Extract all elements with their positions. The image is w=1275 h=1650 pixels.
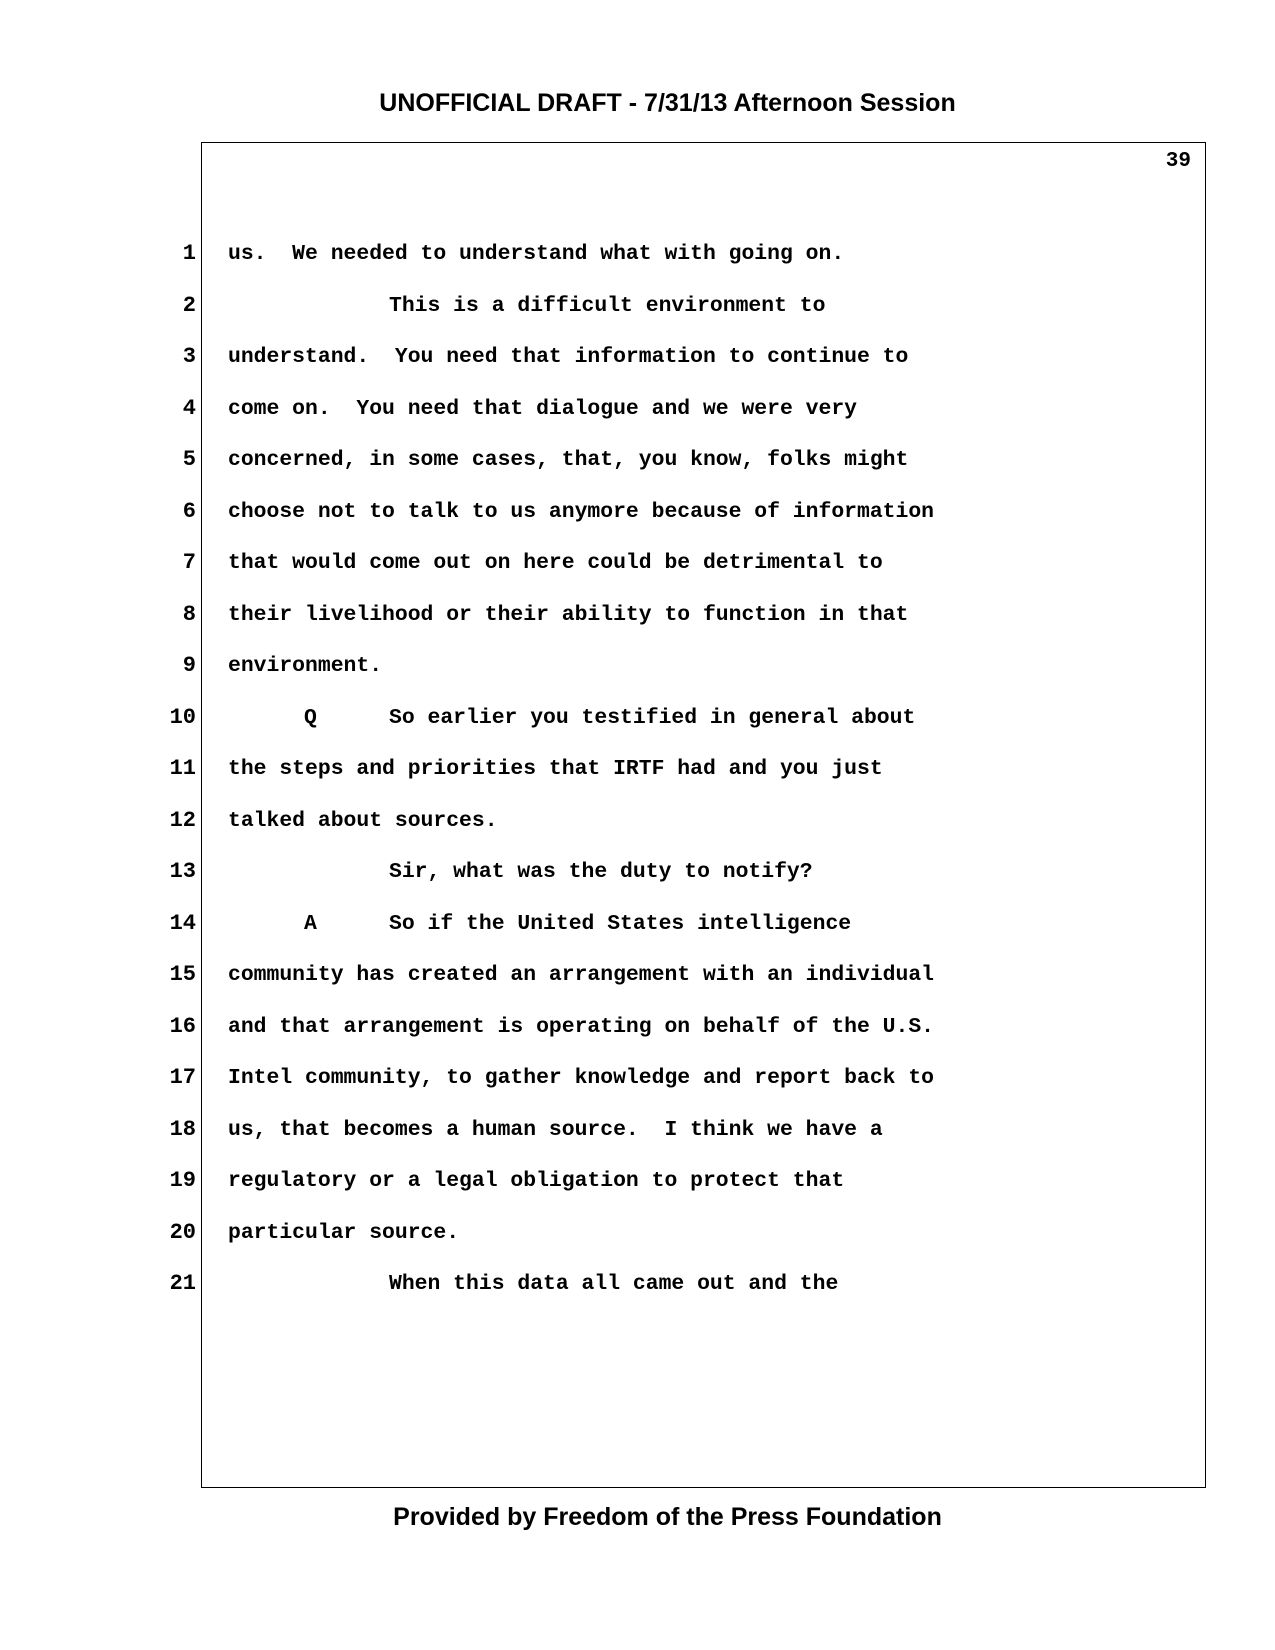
transcript-line-text: us, that becomes a human source. I think we have a <box>228 1118 883 1142</box>
line-number: 11 <box>169 756 196 781</box>
line-number: 6 <box>182 499 196 524</box>
line-number: 13 <box>169 859 196 884</box>
transcript-line-text: particular source. <box>228 1221 460 1245</box>
document-header-title: UNOFFICIAL DRAFT - 7/31/13 Afternoon Session <box>379 89 956 117</box>
speaker-label: A <box>304 912 317 936</box>
transcript-line-text: When this data all came out and the <box>389 1272 839 1296</box>
transcript-line-text: their livelihood or their ability to function in that <box>228 603 909 627</box>
transcript-line-text: community has created an arrangement with an individual <box>228 963 935 987</box>
line-number: 1 <box>182 241 196 266</box>
line-number: 15 <box>169 962 196 987</box>
line-number: 10 <box>169 705 196 730</box>
line-number: 5 <box>182 447 196 472</box>
transcript-line-text: Sir, what was the duty to notify? <box>389 860 813 884</box>
line-number: 18 <box>169 1117 196 1142</box>
speaker-label: Q <box>304 706 317 730</box>
line-number: 2 <box>182 293 196 318</box>
line-number: 3 <box>182 344 196 369</box>
transcript-line-text: Intel community, to gather knowledge and report back to <box>228 1066 935 1090</box>
transcript-line-text: regulatory or a legal obligation to protect that <box>228 1169 845 1193</box>
transcript-line-text: So if the United States intelligence <box>389 912 852 936</box>
transcript-line-text: So earlier you testified in general about <box>389 706 916 730</box>
transcript-line-text: that would come out on here could be detrimental to <box>228 551 883 575</box>
line-number: 19 <box>169 1168 196 1193</box>
line-number: 21 <box>169 1271 196 1296</box>
line-number: 20 <box>169 1220 196 1245</box>
line-number: 4 <box>182 396 196 421</box>
transcript-line-text: and that arrangement is operating on behalf of the U.S. <box>228 1015 935 1039</box>
line-number: 7 <box>182 550 196 575</box>
transcript-line-text: understand. You need that information to continue to <box>228 345 909 369</box>
transcript-line-text: choose not to talk to us anymore because of information <box>228 500 935 524</box>
line-number: 12 <box>169 808 196 833</box>
transcript-line-text: come on. You need that dialogue and we were very <box>228 397 857 421</box>
line-number: 17 <box>169 1065 196 1090</box>
line-number: 16 <box>169 1014 196 1039</box>
transcript-line-text: This is a difficult environment to <box>389 294 826 318</box>
transcript-line-text: environment. <box>228 654 383 678</box>
page-number: 39 <box>1165 150 1191 173</box>
line-number: 14 <box>169 911 196 936</box>
transcript-line-text: the steps and priorities that IRTF had and you just <box>228 757 883 781</box>
line-number: 9 <box>182 653 196 678</box>
transcript-line-text: concerned, in some cases, that, you know, folks might <box>228 448 909 472</box>
document-footer: Provided by Freedom of the Press Foundation <box>393 1503 942 1531</box>
transcript-line-text: talked about sources. <box>228 809 498 833</box>
transcript-line-text: us. We needed to understand what with going on. <box>228 242 845 266</box>
line-number: 8 <box>182 602 196 627</box>
